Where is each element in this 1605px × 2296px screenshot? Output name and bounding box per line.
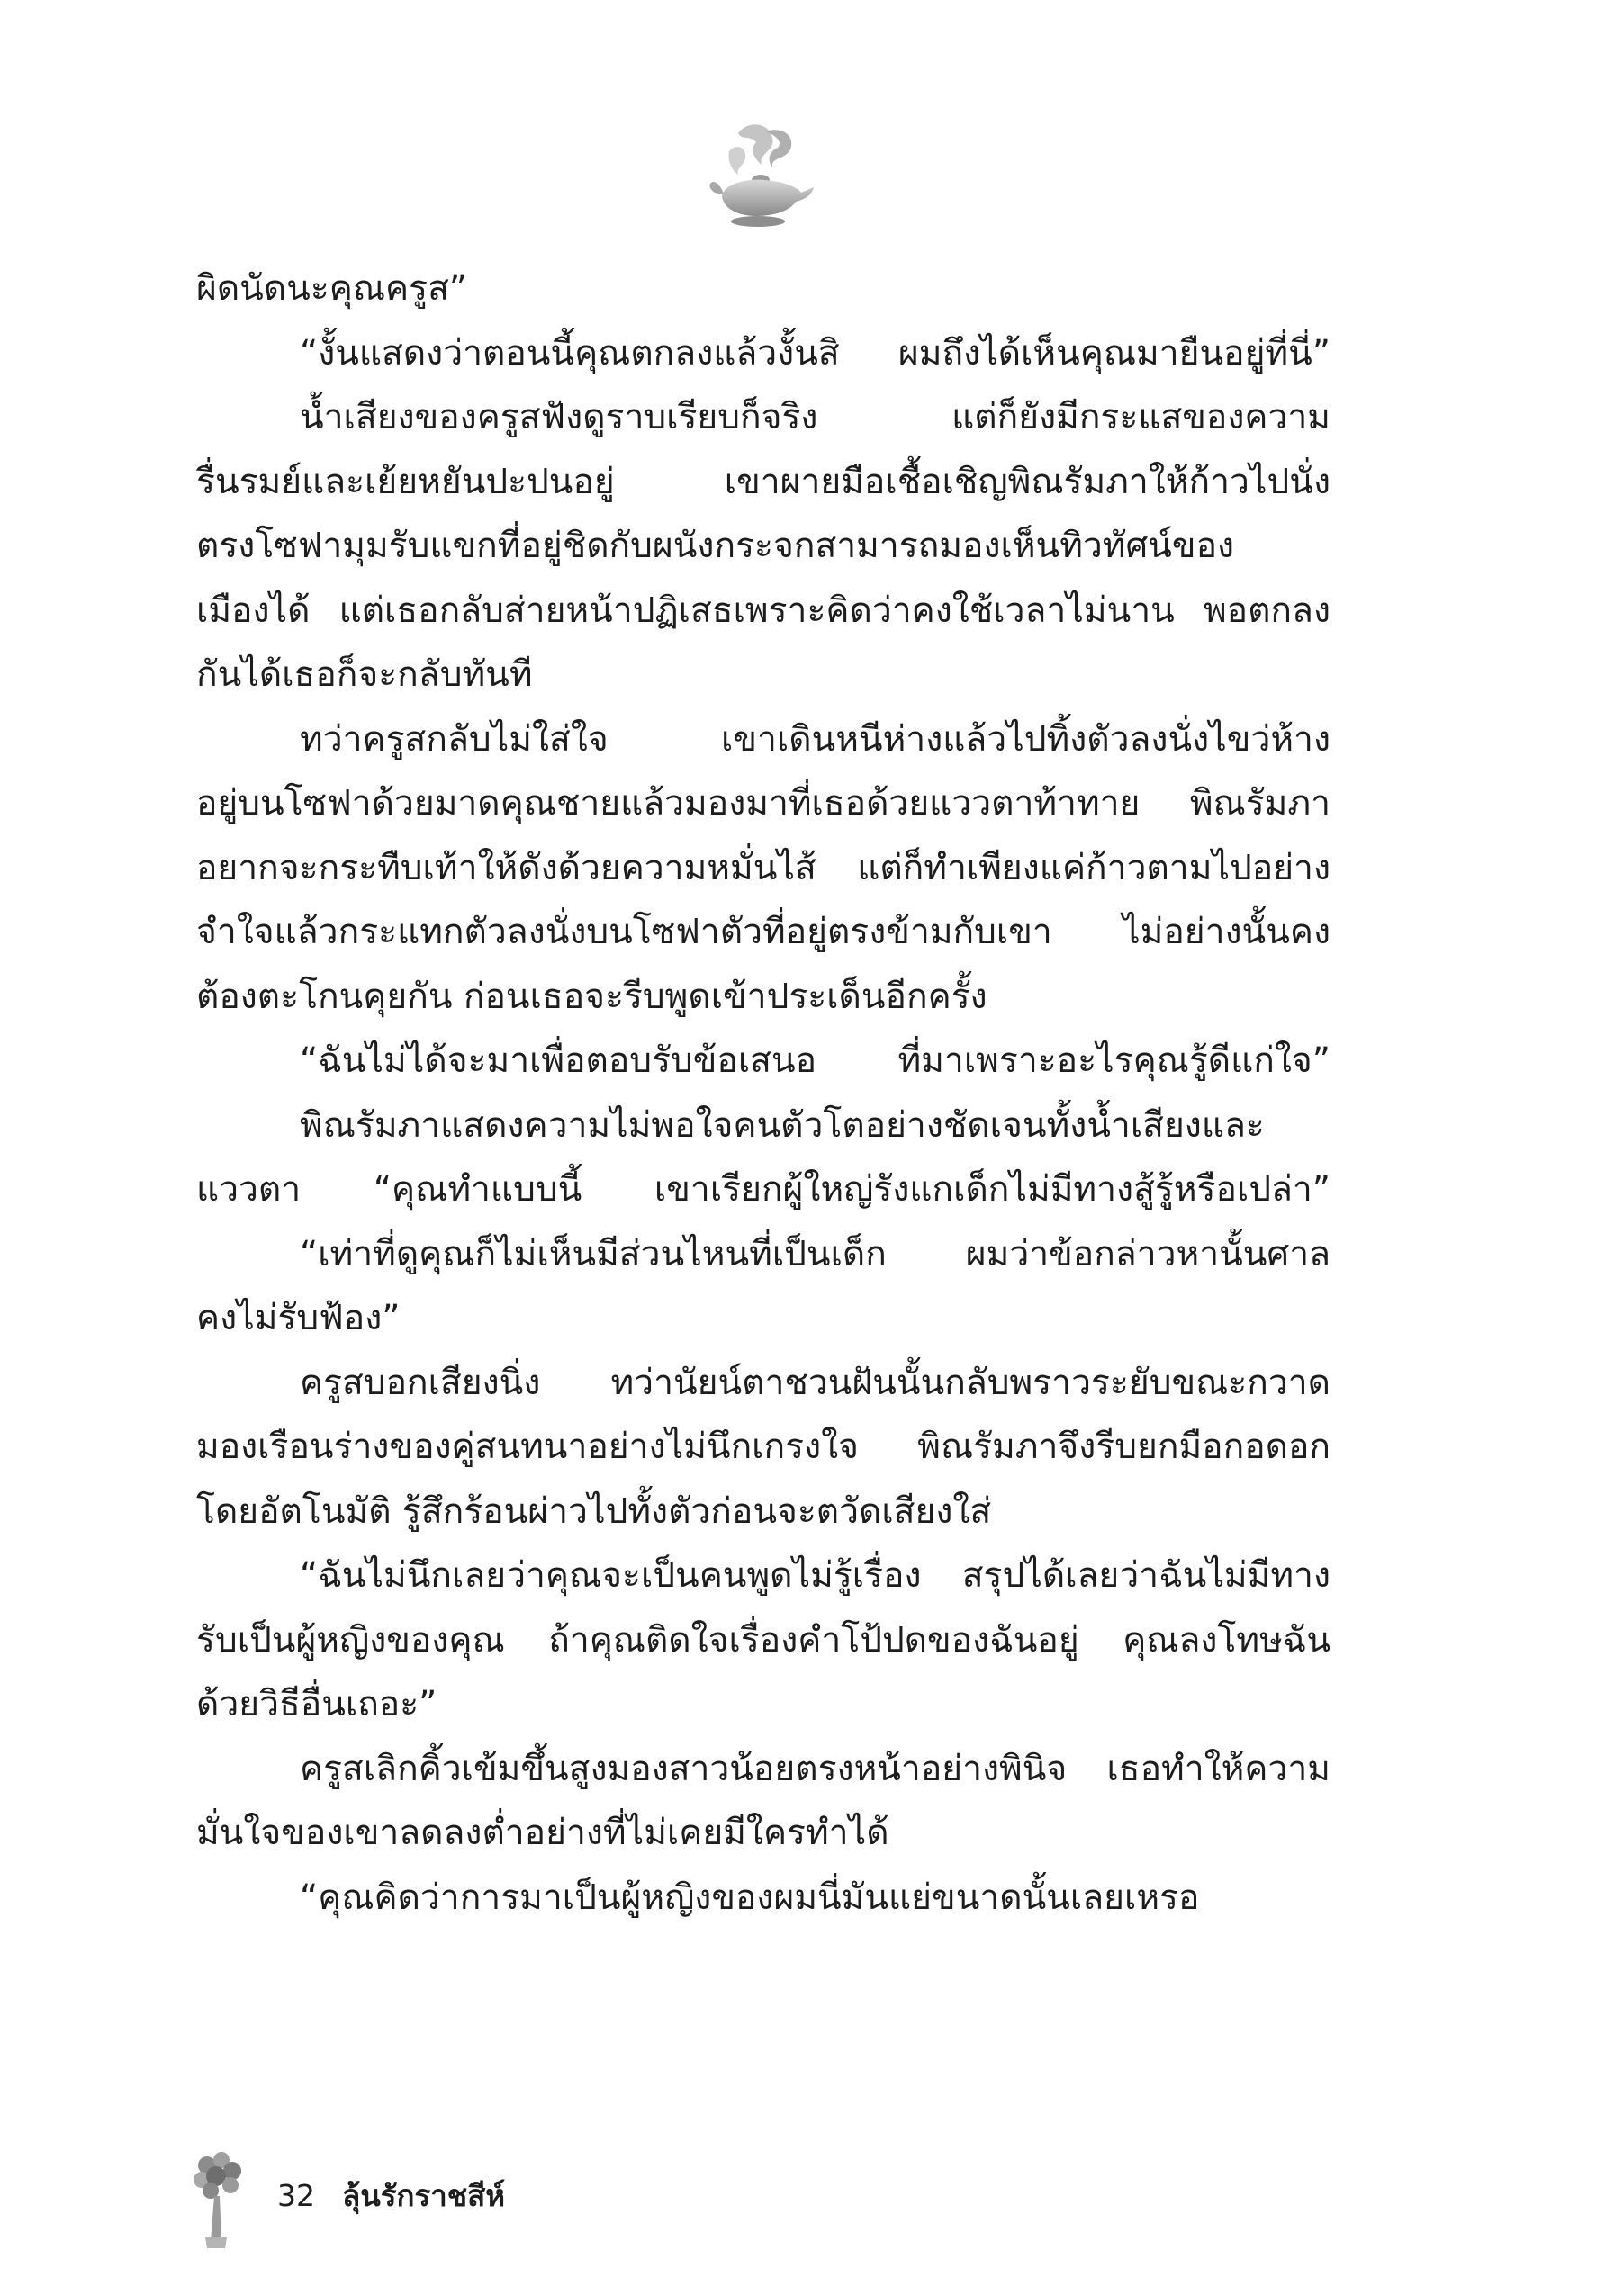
text-line: ทว่าครูสกลับไม่ใส่ใจ เขาเดินหนีห่างแล้วไปทิ้งตัวลงนั่งไขว่ห้าง: [300, 718, 1330, 760]
text-line: ครูสเลิกคิ้วเข้มขึ้นสูงมองสาวน้อยตรงหน้าอย่างพินิจ เธอทำให้ความ: [300, 1748, 1330, 1789]
text-line: ครูสบอกเสียงนิ่ง ทว่านัยน์ตาชวนฝันนั้นกลับพราวระยับขณะกวาด: [300, 1362, 1330, 1403]
text-line: “ฉันไม่ได้จะมาเพื่อตอบรับข้อเสนอ ที่มาเพราะอะไรคุณรู้ดีแก่ใจ”: [300, 1040, 1330, 1081]
text-line: รับเป็นผู้หญิงของคุณ ถ้าคุณติดใจเรื่องคำโป้ปดของฉันอยู่ คุณลงโทษฉัน: [196, 1619, 1330, 1661]
page-number: 32: [277, 2178, 315, 2213]
page-footer: [189, 2151, 729, 2250]
text-line: ด้วยวิธีอื่นเถอะ”: [196, 1684, 437, 1724]
text-line: “ฉันไม่นึกเลยว่าคุณจะเป็นคนพูดไม่รู้เรื่อง สรุปได้เลยว่าฉันไม่มีทาง: [300, 1555, 1330, 1596]
text-line: ต้องตะโกนคุยกัน ก่อนเธอจะรีบพูดเข้าประเด็นอีกครั้ง: [196, 976, 987, 1017]
text-line: ตรงโซฟามุมรับแขกที่อยู่ชิดกับผนังกระจกสามารถมองเห็นทิวทัศน์ของ: [196, 526, 1235, 566]
text-line: มองเรือนร่างของคู่สนทนาอย่างไม่นึกเกรงใจ พิณรัมภาจึงรีบยกมือกอดอก: [196, 1427, 1330, 1467]
flower-vase-icon: [189, 2151, 247, 2250]
text-line: คงไม่รับฟ้อง”: [196, 1298, 401, 1338]
body-text: [196, 257, 1330, 1930]
text-line: “งั้นแสดงว่าตอนนี้คุณตกลงแล้วงั้นสิ ผมถึงได้เห็นคุณมายืนอยู่ที่นี่”: [300, 332, 1330, 374]
text-line: พิณรัมภาแสดงความไม่พอใจคนตัวโตอย่างชัดเจนทั้งน้ำเสียงและ: [300, 1104, 1265, 1146]
book-title: ลุ้นรักราชสีห์: [342, 2178, 506, 2213]
text-line: จำใจแล้วกระแทกตัวลงนั่งบนโซฟาตัวที่อยู่ตรงข้ามกับเขา ไม่อย่างนั้นคง: [196, 912, 1330, 952]
text-line: อยากจะกระทืบเท้าให้ดังด้วยความหมั่นไส้ แต่ก็ทำเพียงแค่ก้าวตามไปอย่าง: [196, 847, 1330, 888]
text-line: แววตา “คุณทำแบบนี้ เขาเรียกผู้ใหญ่รังแกเด็กไม่มีทางสู้รู้หรือเปล่า”: [196, 1169, 1330, 1210]
text-line: โดยอัตโนมัติ รู้สึกร้อนผ่าวไปทั้งตัวก่อนจะตวัดเสียงใส่: [196, 1490, 992, 1532]
text-line: รื่นรมย์และเย้ยหยันปะปนอยู่ เขาผายมือเชื้อเชิญพิณรัมภาให้ก้าวไปนั่ง: [196, 461, 1330, 502]
text-line: น้ำเสียงของครูสฟังดูราบเรียบก็จริง แต่ก็ยังมีกระแสของความ: [300, 397, 1330, 437]
text-line: กันได้เธอก็จะกลับทันที: [196, 654, 533, 695]
lamp-ornament-icon: [702, 115, 819, 232]
text-line: เมืองได้ แต่เธอกลับส่ายหน้าปฏิเสธเพราะคิดว่าคงใช้เวลาไม่นาน พอตกลง: [196, 590, 1330, 631]
text-line: “คุณคิดว่าการมาเป็นผู้หญิงของผมนี่มันแย่ขนาดนั้นเลยเหรอ: [300, 1877, 1200, 1918]
text-line: อยู่บนโซฟาด้วยมาดคุณชายแล้วมองมาที่เธอด้วยแววตาท้าทาย พิณรัมภา: [196, 783, 1330, 824]
text-line: “เท่าที่ดูคุณก็ไม่เห็นมีส่วนไหนที่เป็นเด็ก ผมว่าข้อกล่าวหานั้นศาล: [300, 1233, 1330, 1274]
text-line: ผิดนัดนะคุณครูส”: [196, 268, 468, 309]
text-line: มั่นใจของเขาลดลงต่ำอย่างที่ไม่เคยมีใครทำได้: [196, 1813, 889, 1853]
